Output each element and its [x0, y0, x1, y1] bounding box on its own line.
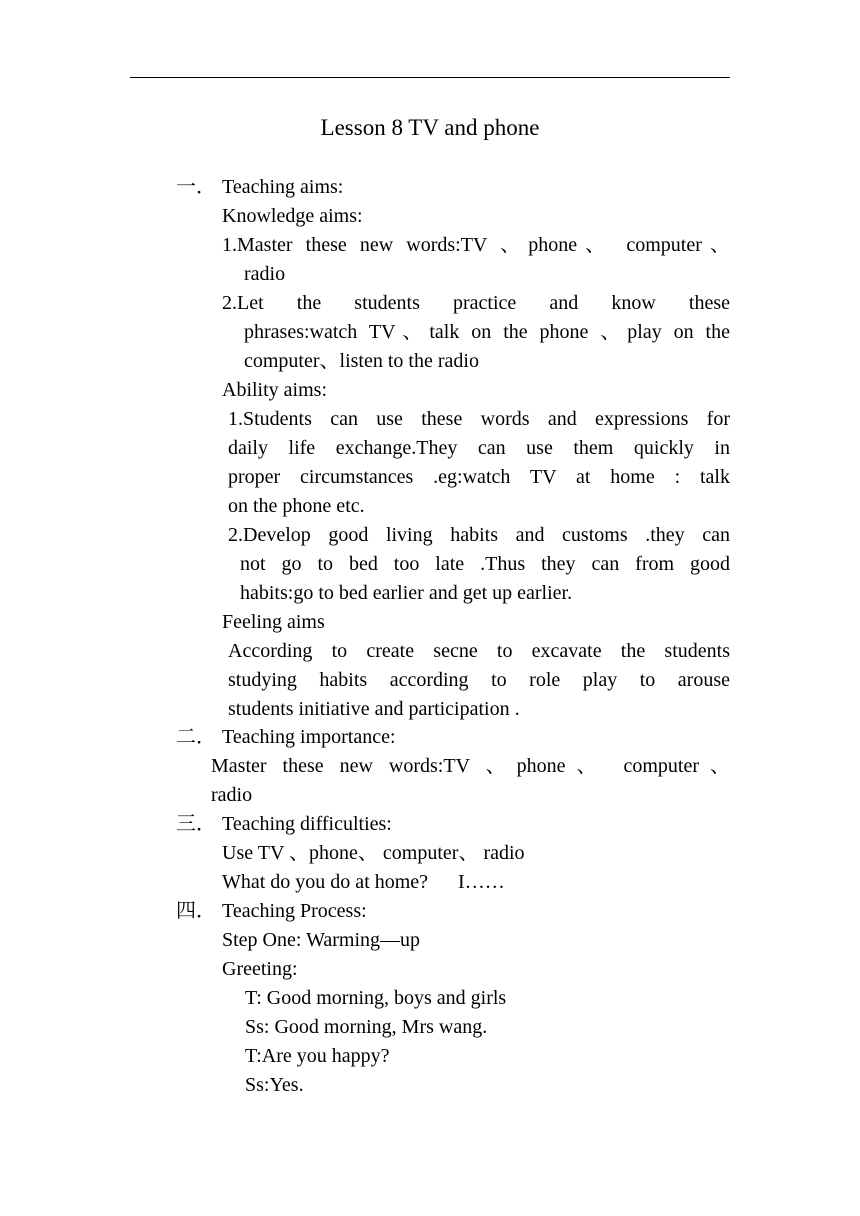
knowledge-item-2-line-1: 2.Let the students practice and know these: [222, 292, 730, 314]
section-2-heading: Teaching importance:: [222, 726, 396, 748]
feeling-line-1: According to create secne to excavate the students: [228, 640, 730, 662]
knowledge-item-2-line-3: computer、listen to the radio: [244, 350, 479, 372]
ability-item-1-line-4: on the phone etc.: [228, 495, 365, 517]
knowledge-item-1-line-1: 1.Master these new words:TV 、phone、 computer、: [222, 234, 730, 256]
section-4-heading: Teaching Process:: [222, 900, 367, 922]
ability-item-2-line-2: not go to bed too late .Thus they can from good: [240, 553, 730, 575]
ability-item-2-line-1: 2.Develop good living habits and customs .they can: [228, 524, 730, 546]
feeling-line-2: studying habits according to role play to arouse: [228, 669, 730, 691]
page-title: Lesson 8 TV and phone: [320, 115, 540, 140]
dialogue-line-3: T:Are you happy?: [245, 1045, 390, 1067]
section-2-number: 二．: [176, 726, 216, 748]
feeling-aims-heading: Feeling aims: [222, 611, 325, 633]
ability-item-1-line-1: 1.Students can use these words and expressions for: [228, 408, 730, 430]
section-4-number: 四．: [176, 900, 216, 922]
feeling-line-3: students initiative and participation .: [228, 698, 520, 720]
greeting-heading: Greeting:: [222, 958, 298, 980]
knowledge-item-2-line-2: phrases:watch TV、talk on the phone 、play on the: [244, 321, 730, 343]
section-3-heading: Teaching difficulties:: [222, 813, 392, 835]
knowledge-aims-heading: Knowledge aims:: [222, 205, 363, 227]
ability-item-1-line-2: daily life exchange.They can use them quickly in: [228, 437, 730, 459]
importance-line-2: radio: [211, 784, 253, 806]
dialogue-line-2: Ss: Good morning, Mrs wang.: [245, 1016, 488, 1038]
dialogue-line-4: Ss:Yes.: [245, 1074, 304, 1096]
ability-item-2-line-3: habits:go to bed earlier and get up earlier.: [240, 582, 573, 604]
difficulties-line-1: Use TV 、phone、 computer、 radio: [222, 842, 525, 864]
ability-aims-heading: Ability aims:: [222, 379, 327, 401]
difficulties-line-2: What do you do at home? I……: [222, 871, 505, 893]
section-3-number: 三．: [176, 813, 216, 835]
step-one-heading: Step One: Warming—up: [222, 929, 420, 951]
importance-line-1: Master these new words:TV 、phone、 computer、: [211, 755, 730, 777]
knowledge-item-1-line-2: radio: [244, 263, 286, 285]
dialogue-line-1: T: Good morning, boys and girls: [245, 987, 507, 1009]
section-1-heading: Teaching aims:: [222, 176, 344, 198]
ability-item-1-line-3: proper circumstances .eg:watch TV at home : talk: [228, 466, 730, 488]
section-1-number: 一．: [176, 176, 216, 198]
header-rule: [130, 77, 730, 78]
